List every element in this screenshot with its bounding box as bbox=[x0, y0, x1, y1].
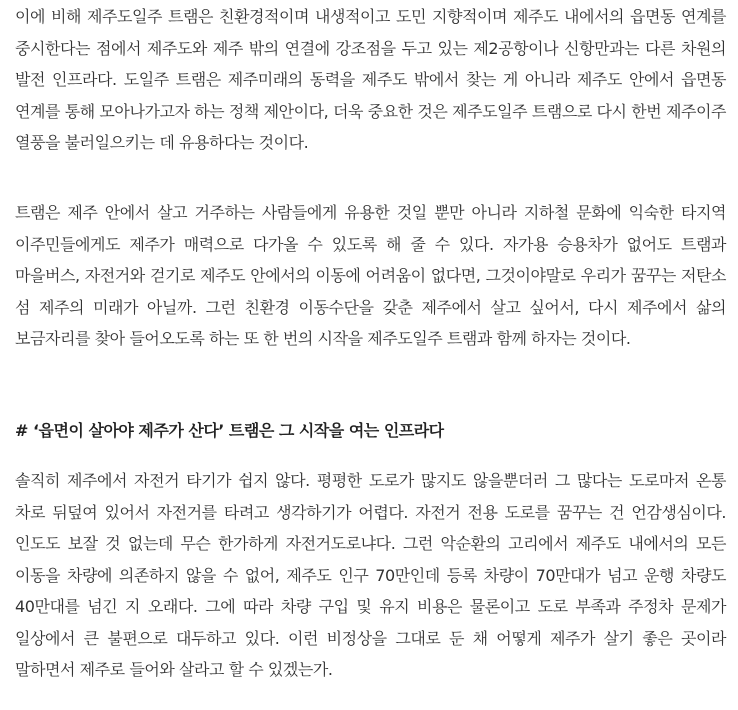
article-paragraph-2: 트램은 제주 안에서 살고 거주하는 사람들에게 유용한 것일 뿐만 아니라 지하철 문화에 익숙한 타지역 이주민들에게도 제주가 매력으로 다가올 수 있도록 해 줄 수 있다. 자가용 승용차가 없어도 트램과 마을버스, 자전거와 걷기로 제주도 안에서의 이동에 어려움이 없다면, 그것이야말로 우리가 꿈꾸는 저탄소 섬 제주의 미래가 아닐까. 그런 친환경 이동수단을 갖춘 제주에서 살고 싶어서, 다시 제주에서 삶의 보금자리를 찾아 들어오도록 하는 또 한 번의 시작을 제주도일주 트램과 함께 하자는 것이다. bbox=[15, 203, 726, 348]
section-heading: # ‘읍면이 살아야 제주가 산다’ 트램은 그 시작을 여는 인프라다 bbox=[15, 421, 444, 440]
article-paragraph-1: 이에 비해 제주도일주 트램은 친환경적이며 내생적이고 도민 지향적이며 제주도 내에서의 읍면동 연계를 중시한다는 점에서 제주도와 제주 밖의 연결에 강조점을 두고 있는 제2공항이나 신항만과는 다른 차원의 발전 인프라다. 도일주 트램은 제주미래의 동력을 제주도 밖에서 찾는 게 아니라 제주도 안에서 읍면동 연계를 통해 모아나가고자 하는 정책 제안이다, 더욱 중요한 것은 제주도일주 트램으로 다시 한번 제주이주 열풍을 불러일으키는 데 유용하다는 것이다. bbox=[15, 7, 726, 152]
article-paragraph-3: 솔직히 제주에서 자전거 타기가 쉽지 않다. 평평한 도로가 많지도 않을뿐더러 그 많다는 도로마저 온통 차로 뒤덮여 있어서 자전거를 타려고 생각하기가 어렵다. 자전거 전용 도로를 꿈꾸는 건 언감생심이다. 인도도 보잘 것 없는데 무슨 한가하게 자전거도로냐다. 그런 악순환의 고리에서 제주도 내에서의 모든 이동을 차량에 의존하지 않을 수 없어, 제주도 인구 70만인데 등록 차량이 70만대가 넘고 운행 차량도 40만대를 넘긴 지 오래다. 그에 따라 차량 구입 및 유지 비용은 물론이고 도로 부족과 주정차 문제가 일상에서 큰 불편으로 대두하고 있다. 이런 비정상을 그대로 둔 채 어떻게 제주가 살기 좋은 곳이라 말하면서 제주로 들어와 살라고 할 수 있겠는가. bbox=[15, 471, 726, 679]
